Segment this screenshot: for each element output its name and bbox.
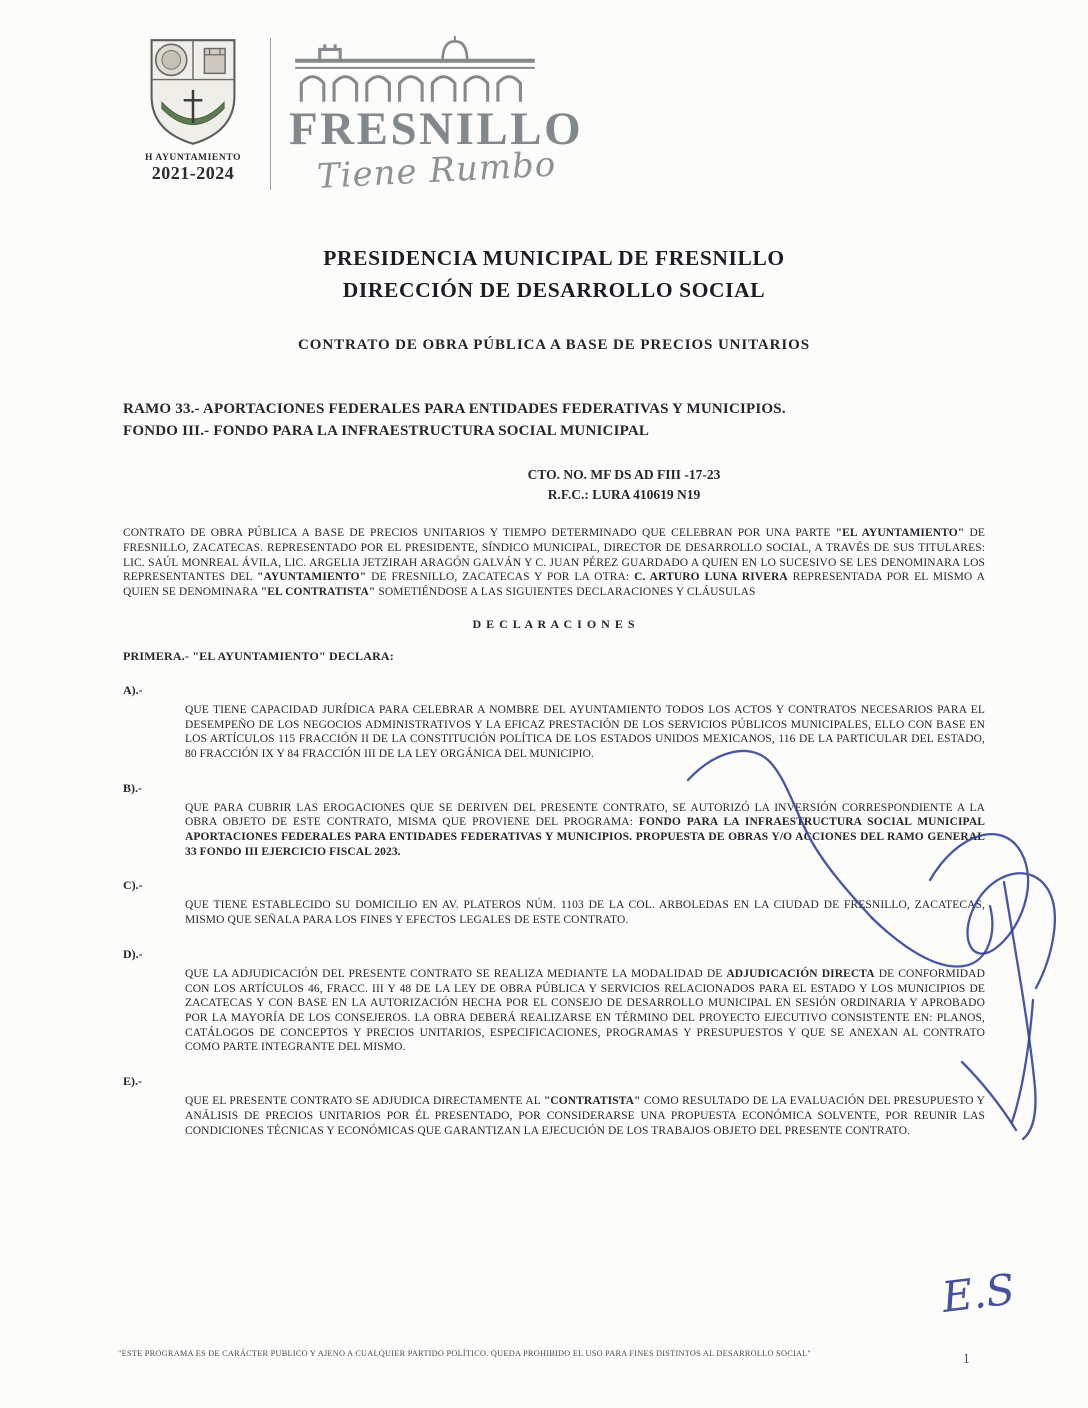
fondo-text: FONDO PARA LA INFRAESTRUCTURA SOCIAL MUNICIPAL xyxy=(209,423,650,439)
page-title xyxy=(123,242,985,307)
fondo-label: FONDO III.- xyxy=(123,423,210,439)
ramo-line xyxy=(123,398,985,421)
clause-c-text: QUE TIENE ESTABLECIDO SU DOMICILIO EN AV. PLATEROS NÚM. 1103 DE LA COL. ARBOLEDAS EN LA CIUDAD DE FRESNILLO, ZACATECAS, MISMO QUE SEÑALA PARA LOS FINES Y EFECTOS LEGALES DE ESTE CONTRATO. xyxy=(185,899,985,927)
contract-ids xyxy=(123,465,985,507)
ramo-text: APORTACIONES FEDERALES PARA ENTIDADES FEDERATIVAS Y MUNICIPIOS. xyxy=(199,400,786,417)
clause-e xyxy=(123,1074,985,1138)
clause-d-label: D).- xyxy=(123,946,143,961)
primera-heading: PRIMERA.- "EL AYUNTAMIENTO" DECLARA: xyxy=(123,648,394,663)
handwritten-initials: E.S xyxy=(939,1264,1018,1322)
fondo-line xyxy=(123,420,985,443)
title-line-1: PRESIDENCIA MUNICIPAL DE FRESNILLO xyxy=(323,246,785,270)
intro-paragraph: CONTRATO DE OBRA PÚBLICA A BASE DE PRECIOS UNITARIOS Y TIEMPO DETERMINADO QUE CELEBRAN POR UNA PARTE "EL AYUNTAMIENTO" DE FRESNILLO, ZACATECAS. REPRESENTADO POR EL PRESIDENTE, SÍNDICO MUNICIPAL, DIRECTOR DE DESARROLLO SOCIAL, A TRAVÉS DE SUS TITULARES: LIC. SAÚL MONREAL ÁVILA, LIC. ARGELIA JETZIRAH ARAGÓN GALVÁN Y C. JUAN PÉREZ GUARDADO A QUIEN EN LO SUCESIVO SE LES DENOMINARA LOS REPRESENTANTES DEL "AYUNTAMIENTO" DE FRESNILLO, ZACATECAS Y POR LA OTRA: C. ARTURO LUNA RIVERA REPRESENTADA POR EL MISMO A QUIEN SE DENOMINARA "EL CONTRATISTA" SOMETIÉNDOSE A LAS SIGUIENTES DECLARACIONES Y CLÁUSULAS xyxy=(123,527,985,599)
program-block xyxy=(123,398,985,443)
footer-disclaimer: "ESTE PROGRAMA ES DE CARÁCTER PUBLICO Y AJENO A CUALQUIER PARTIDO POLÍTICO. QUEDA PROHIBIDO EL USO PARA FINES DISTINTOS AL DESARROLLO SOCIAL" xyxy=(118,1349,812,1358)
letterhead xyxy=(130,34,583,197)
clause-a-text: QUE TIENE CAPACIDAD JURÍDICA PARA CELEBRAR A NOMBRE DEL AYUNTAMIENTO TODOS LOS ACTOS Y CONTRATOS NECESARIOS PARA EL DESEMPEÑO DE LOS NEGOCIOS ADMINISTRATIVOS Y LA EFICAZ PRESTACIÓN DE LOS SERVICIOS PÚBLICOS MUNICIPALES, ELLO CON BASE EN LOS ARTÍCULOS 115 FRACCIÓN II DE LA CONSTITUCIÓN POLÍTICA DE LOS ESTADOS UNIDOS MEXICANOS, 116 DE LA PARTICULAR DEL ESTADO, 80 FRACCIÓN IX Y 84 FRACCIÓN III DE LA LEY ORGÁNICA DEL MUNICIPIO. xyxy=(185,703,985,760)
clause-a-label: A).- xyxy=(123,682,143,697)
clause-a xyxy=(123,683,985,762)
contract-number: CTO. NO. MF DS AD FIII -17-23 xyxy=(527,466,721,482)
ramo-label: RAMO 33.- xyxy=(123,400,200,417)
clause-b-text: QUE PARA CUBRIR LAS EROGACIONES QUE SE DERIVEN DEL PRESENTE CONTRATO, SE AUTORIZÓ LA INVERSIÓN CORRESPONDIENTE A LA OBRA OBJETO DE ESTE CONTRATO, MISMA QUE PROVIENE DEL PROGRAMA: FONDO PARA LA INFRAESTRUCTURA SOCIAL MUNICIPAL APORTACIONES FEDERALES PARA ENTIDADES FEDERATIVAS Y MUNICIPIOS. PROPUESTA DE OBRAS Y/O ACCIONES DEL RAMO GENERAL 33 FONDO III EJERCICIO FISCAL 2023. xyxy=(185,801,985,858)
aqueduct-icon xyxy=(289,36,545,108)
seal-caption: H AYUNTAMIENTO xyxy=(144,153,242,163)
coat-of-arms-icon xyxy=(141,34,245,150)
declarations-heading: D E C L A R A C I O N E S xyxy=(472,616,636,631)
municipal-seal xyxy=(130,34,256,184)
clause-e-label: E).- xyxy=(123,1074,142,1089)
clause-c xyxy=(123,878,985,927)
clause-c-label: C).- xyxy=(123,878,143,893)
clause-d xyxy=(123,947,985,1055)
document-body xyxy=(123,242,985,1138)
header-divider xyxy=(270,38,271,190)
title-line-2: DIRECCIÓN DE DESARROLLO SOCIAL xyxy=(342,278,766,303)
document-subtitle: CONTRATO DE OBRA PÚBLICA A BASE DE PRECIOS UNITARIOS xyxy=(298,336,810,353)
brand-name: FRESNILLO xyxy=(289,103,584,155)
fresnillo-logo xyxy=(289,34,583,197)
seal-years: 2021-2024 xyxy=(151,163,235,183)
page-number: 1 xyxy=(962,1351,970,1367)
clause-b xyxy=(123,781,985,860)
brand-tagline: Tiene Rumbo xyxy=(315,144,558,197)
clause-e-text: QUE EL PRESENTE CONTRATO SE ADJUDICA DIRECTAMENTE AL "CONTRATISTA" COMO RESULTADO DE LA EVALUACIÓN DEL PRESUPUESTO Y ANÁLISIS DE PRECIOS UNITARIOS POR ÉL PRESENTADO, POR CONSIDERARSE UNA PROPUESTA ECONÓMICA SOLVENTE, POR REUNIR LAS CONDICIONES TÉCNICAS Y ECONÓMICAS QUE GARANTIZAN LA EJECUCIÓN DE LOS TRABAJOS OBJETO DEL PRESENTE CONTRATO. xyxy=(185,1095,986,1137)
clause-d-text: QUE LA ADJUDICACIÓN DEL PRESENTE CONTRATO SE REALIZA MEDIANTE LA MODALIDAD DE ADJUDICACIÓN DIRECTA DE CONFORMIDAD CON LOS ARTÍCULOS 46, FRACC. III Y 48 DE LA LEY DE OBRA PÚBLICA Y SERVICIOS RELACIONADOS PARA EL ESTADO Y LOS MUNICIPIOS DE ZACATECAS Y CON BASE EN LA AUTORIZACIÓN HECHA POR EL CONSEJO DE DESARROLLO MUNICIPAL EN SESIÓN ORDINARIA Y APROBADO POR LA MAYORÍA DE LOS CONSEJEROS. LA OBRA DEBERÁ REALIZARSE EN TÉRMINO DEL PROYECTO EJECUTIVO CONSISTENTE EN: PLANOS, CATÁLOGOS DE CONCEPTOS Y PRECIOS UNITARIOS, ESPECIFICACIONES, PROGRAMAS Y PRESUPUESTOS Y QUE SE ANEXAN AL CONTRATO COMO PARTE INTEGRANTE DEL MISMO. xyxy=(185,967,985,1054)
contract-rfc: R.F.C.: LURA 410619 N19 xyxy=(547,487,701,503)
clause-b-label: B).- xyxy=(123,780,142,795)
